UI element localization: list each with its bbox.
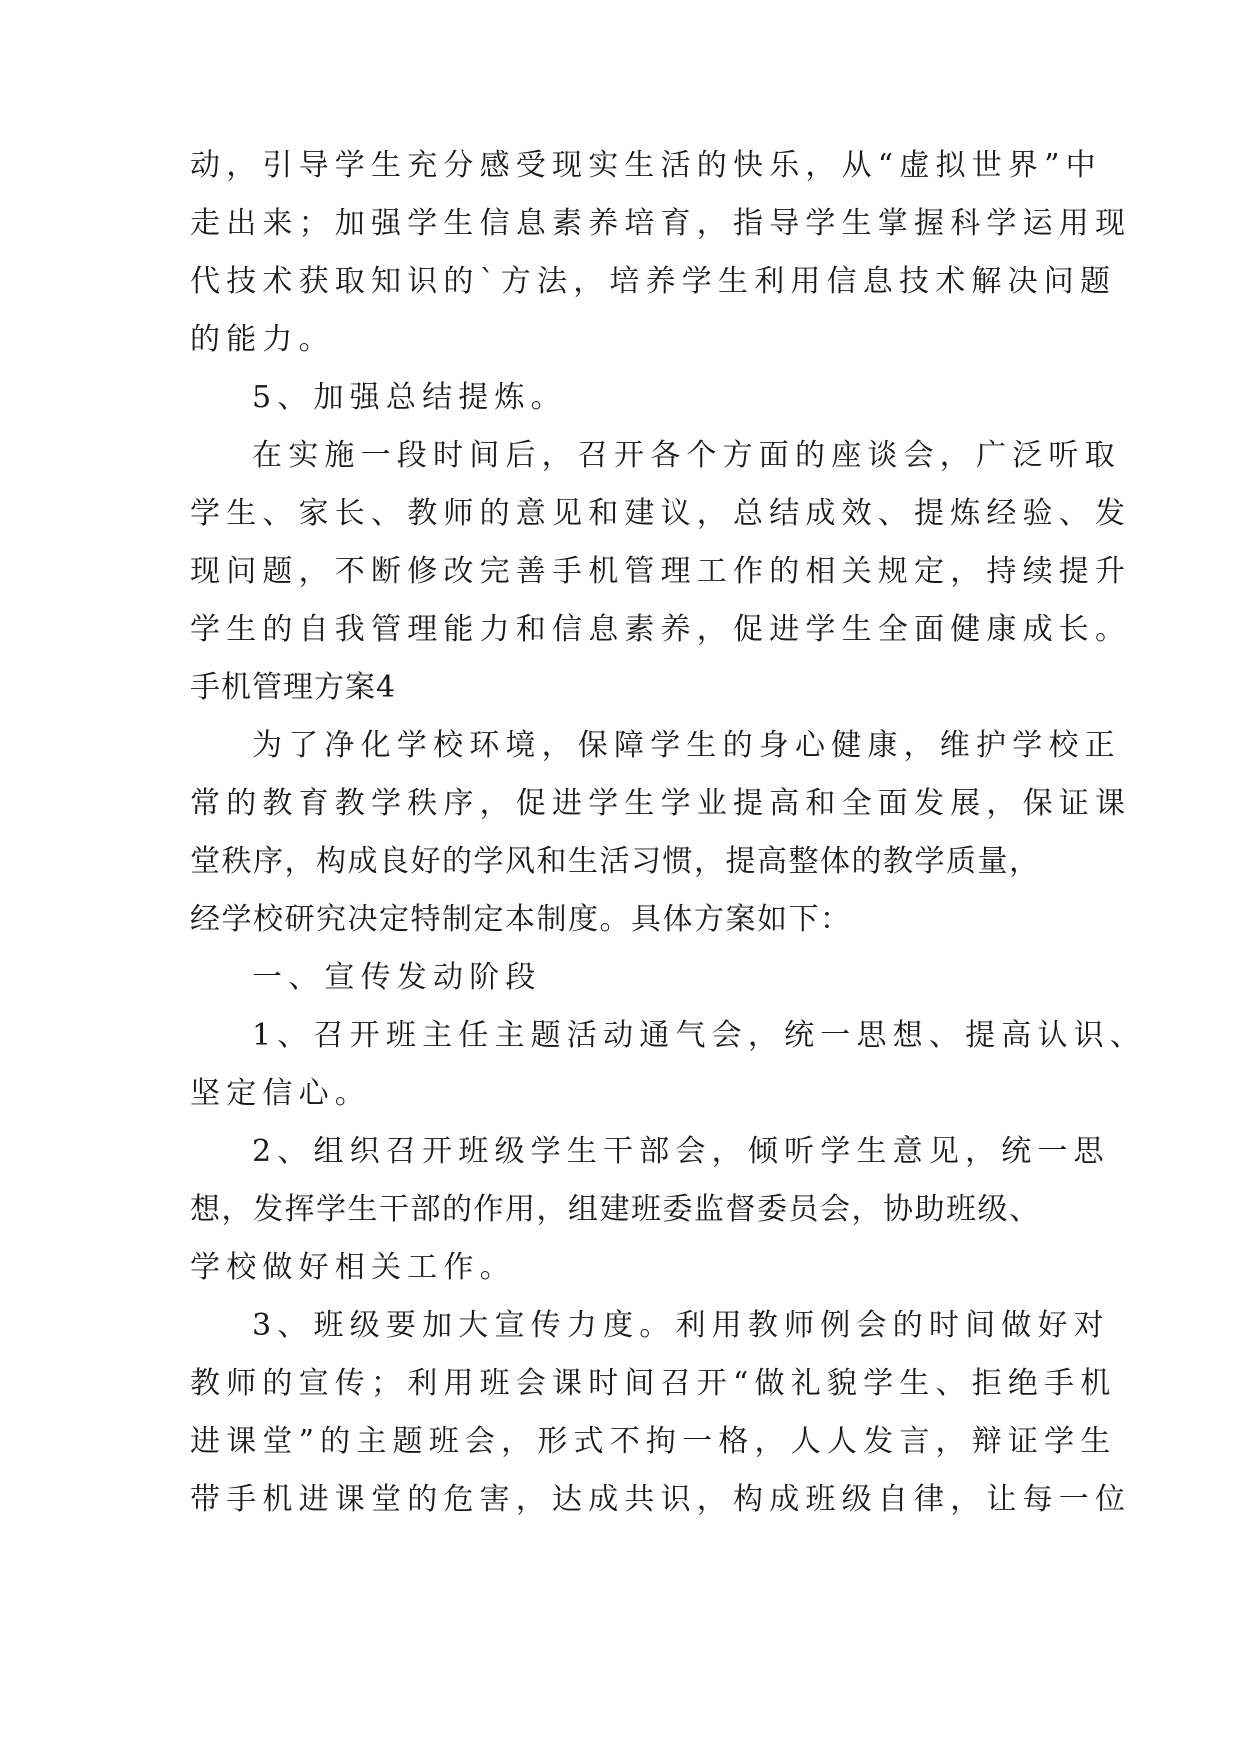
section-heading: 5、加强总结提炼。 [252,380,567,415]
text-line: 进课堂”的主题班会，形式不拘一格，人人发言，辩证学生 [190,1424,1117,1459]
text-line: 常的教育教学秩序，促进学生学业提高和全面发展，保证课 [190,786,1132,821]
text-line: 学生的自我管理能力和信息素养，促进学生全面健康成长。 [190,612,1132,647]
text-line: 坚定信心。 [190,1076,371,1111]
list-item-first-line: 3、班级要加大宣传力度。利用教师例会的时间做好对 [252,1308,1110,1343]
text-line: 想，发挥学生干部的作用，组建班委监督委员会，协助班级、 [190,1192,1041,1227]
text-line: 动，引导学生充分感受现实生活的快乐，从“虚拟世界”中 [190,148,1102,183]
text-line: 代技术获取知识的`方法，培养学生利用信息技术解决问题 [190,264,1117,299]
text-line: 学校做好相关工作。 [190,1250,516,1285]
list-item-first-line: 1、召开班主任主题活动通气会，统一思想、提高认识、 [252,1018,1147,1053]
text-line: 堂秩序，构成良好的学风和生活习惯，提高整体的教学质量， [190,844,1041,879]
text-line: 教师的宣传；利用班会课时间召开“做礼貌学生、拒绝手机 [190,1366,1117,1401]
text-line: 的能力。 [190,322,335,357]
text-line: 走出来；加强学生信息素养培育，指导学生掌握科学运用现 [190,206,1132,241]
list-item-first-line: 2、组织召开班级学生干部会，倾听学生意见，统一思 [252,1134,1110,1169]
document-section-title: 手机管理方案4 [190,670,397,705]
text-line: 带手机进课堂的危害，达成共识，构成班级自律，让每一位 [190,1482,1132,1517]
text-line: 学生、家长、教师的意见和建议，总结成效、提炼经验、发 [190,496,1132,531]
section-heading: 一、宣传发动阶段 [252,960,542,995]
paragraph-first-line: 为了净化学校环境，保障学生的身心健康，维护学校正 [252,728,1121,763]
text-line: 现问题，不断修改完善手机管理工作的相关规定，持续提升 [190,554,1132,589]
paragraph-first-line: 在实施一段时间后，召开各个方面的座谈会，广泛听取 [252,438,1121,473]
text-line: 经学校研究决定特制定本制度。具体方案如下： [190,902,852,937]
